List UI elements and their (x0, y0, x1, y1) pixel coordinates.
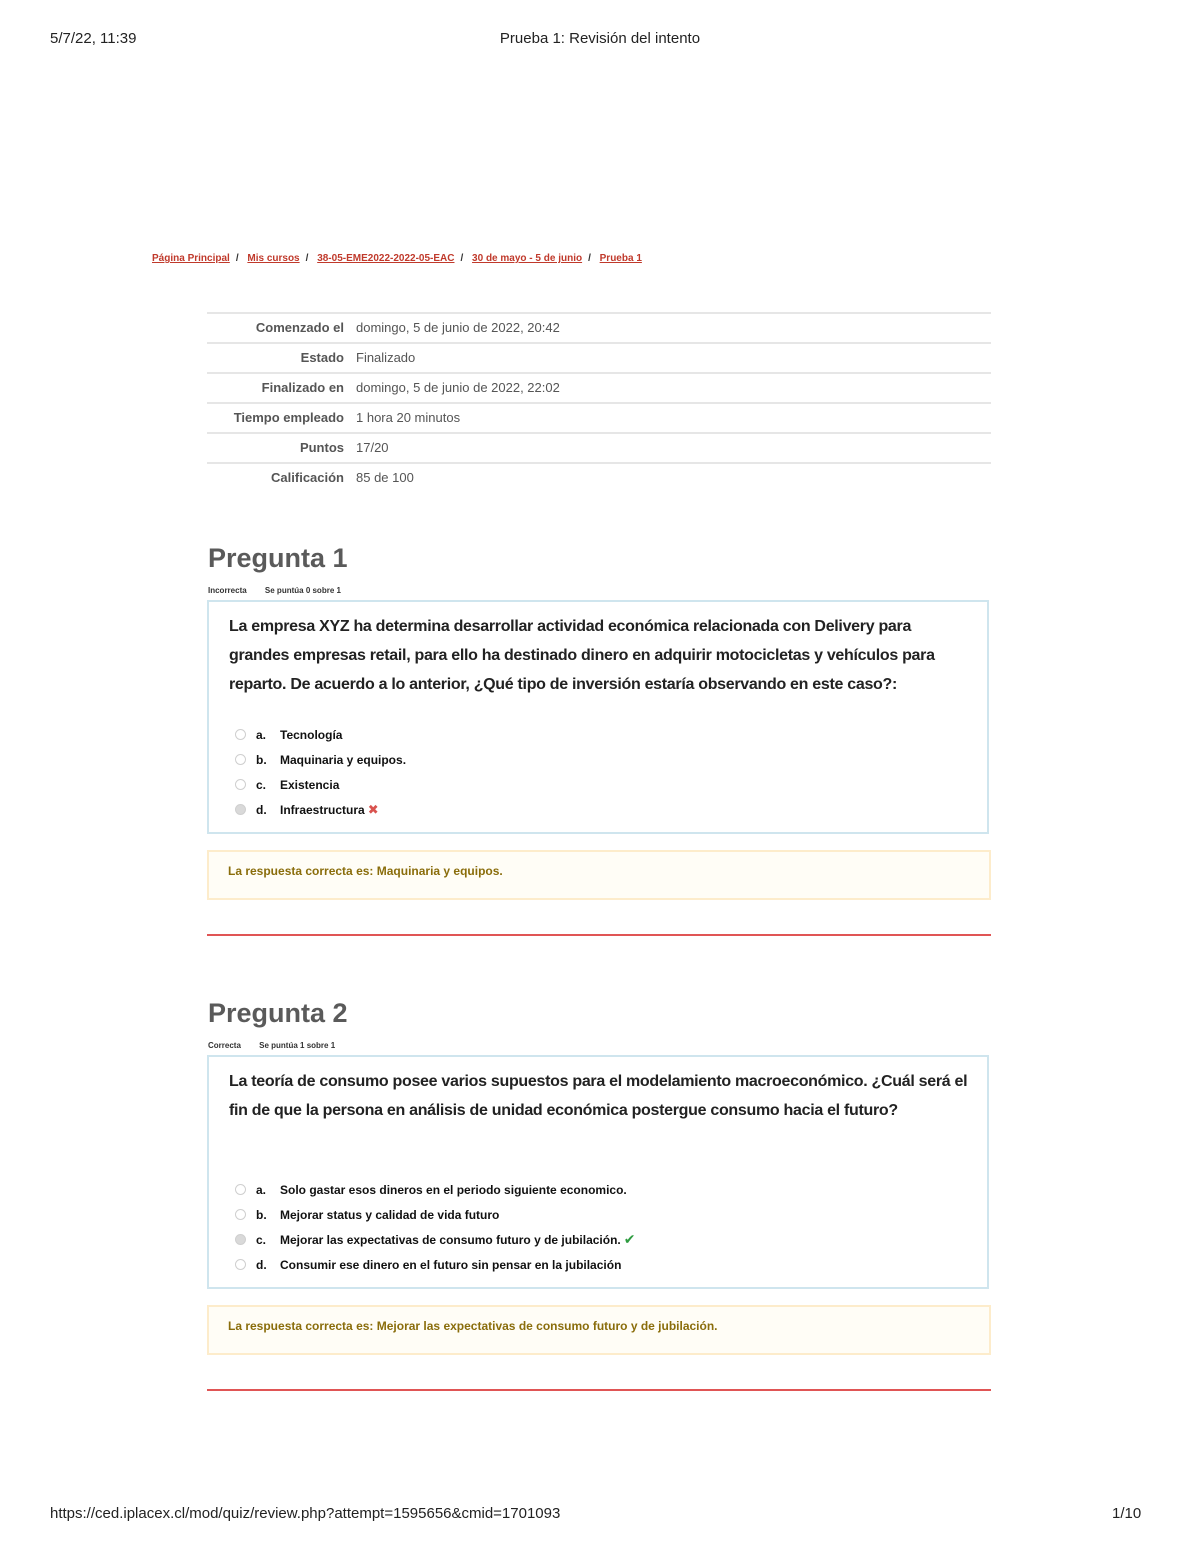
answer-option[interactable] (235, 722, 406, 747)
answer-text: Solo gastar esos dineros en el periodo siguiente economico. (280, 1182, 627, 1197)
question-2-box (207, 1055, 989, 1289)
radio-button[interactable] (235, 1184, 246, 1195)
answer-list (235, 1177, 636, 1277)
summary-value: domingo, 5 de junio de 2022, 22:02 (356, 380, 560, 395)
summary-value: 1 hora 20 minutos (356, 410, 461, 425)
question-1-info (208, 586, 357, 595)
breadcrumb-week[interactable]: 30 de mayo - 5 de junio (472, 253, 583, 264)
question-divider (207, 1389, 991, 1391)
breadcrumb-course[interactable]: 38-05-EME2022-2022-05-EAC (317, 253, 455, 264)
answer-option[interactable] (235, 772, 406, 797)
question-status: Incorrecta (208, 586, 247, 595)
radio-button[interactable] (235, 1259, 246, 1270)
answer-text: Infraestructura (280, 802, 365, 817)
radio-button[interactable] (235, 1209, 246, 1220)
answer-text: Existencia (280, 777, 340, 792)
answer-letter: a. (256, 727, 267, 742)
answer-text: Tecnología (280, 727, 343, 742)
summary-label: Puntos (299, 440, 344, 455)
answer-option[interactable] (235, 1177, 636, 1202)
question-1-box (207, 600, 989, 834)
summary-row-finished (207, 373, 991, 403)
answer-option-selected[interactable] (235, 797, 406, 822)
summary-value: Finalizado (356, 350, 416, 365)
question-1-title: Pregunta 1 (208, 543, 348, 573)
question-2-title: Pregunta 2 (208, 998, 348, 1028)
incorrect-x-icon: ✖ (367, 801, 379, 817)
breadcrumb-home[interactable]: Página Principal (152, 253, 230, 264)
print-page-number: 1/10 (1112, 1505, 1142, 1522)
radio-button[interactable] (235, 754, 246, 765)
breadcrumb-quiz[interactable]: Prueba 1 (599, 253, 642, 264)
question-1-feedback: La respuesta correcta es: Maquinaria y equipos. (207, 850, 991, 900)
summary-label: Tiempo empleado (233, 410, 344, 425)
radio-button[interactable] (235, 729, 246, 740)
question-status: Correcta (208, 1041, 241, 1050)
answer-option[interactable] (235, 747, 406, 772)
summary-value: 17/20 (356, 440, 389, 455)
summary-row-points (207, 433, 991, 463)
question-2-feedback: La respuesta correcta es: Mejorar las expectativas de consumo futuro y de jubilación. (207, 1305, 991, 1355)
breadcrumb-my-courses[interactable]: Mis cursos (247, 253, 300, 264)
question-text: La teoría de consumo posee varios supuestos para el modelamiento macroeconómico. ¿Cuál será el fin de que la persona en análisis de unidad económica postergue consumo hacia el futuro? (229, 1073, 968, 1119)
print-url: https://ced.iplacex.cl/mod/quiz/review.php?attempt=1595656&cmid=1701093 (50, 1505, 561, 1522)
radio-button-selected[interactable] (235, 1234, 246, 1245)
answer-letter: d. (256, 802, 267, 817)
correct-check-icon: ✔ (623, 1231, 636, 1247)
answer-letter: c. (256, 777, 267, 792)
summary-label: Estado (300, 350, 344, 365)
summary-row-started (207, 313, 991, 343)
summary-row-time (207, 403, 991, 433)
question-score: Se puntúa 1 sobre 1 (259, 1041, 336, 1050)
breadcrumb: Página Principal / Mis cursos / 38-05-EME2022-2022-05-EAC / 30 de mayo - 5 de junio / Prueba 1 (152, 253, 642, 264)
answer-text: Consumir ese dinero en el futuro sin pensar en la jubilación (280, 1257, 622, 1272)
answer-text: Mejorar status y calidad de vida futuro (280, 1207, 500, 1222)
question-text: La empresa XYZ ha determina desarrollar actividad económica relacionada con Delivery para grandes empresas retail, para ello ha destinado dinero en adquirir motocicletas y vehículos para reparto. De acuerdo a lo anterior, ¿Qué tipo de inversión estaría observando en este caso?: (229, 618, 935, 693)
answer-letter: b. (256, 1207, 267, 1222)
summary-value: domingo, 5 de junio de 2022, 20:42 (356, 320, 560, 335)
answer-letter: b. (256, 752, 267, 767)
summary-label: Comenzado el (255, 320, 344, 335)
radio-button-selected[interactable] (235, 804, 246, 815)
radio-button[interactable] (235, 779, 246, 790)
summary-row-grade (207, 463, 991, 492)
answer-text: Mejorar las expectativas de consumo futuro y de jubilación. (280, 1232, 621, 1247)
answer-letter: d. (256, 1257, 267, 1272)
answer-option-selected[interactable] (235, 1227, 636, 1252)
answer-letter: a. (256, 1182, 267, 1197)
print-title: Prueba 1: Revisión del intento (499, 30, 701, 47)
summary-label: Calificación (271, 470, 344, 485)
answer-option[interactable] (235, 1202, 636, 1227)
summary-label: Finalizado en (261, 380, 344, 395)
question-score: Se puntúa 0 sobre 1 (264, 586, 341, 595)
answer-option[interactable] (235, 1252, 636, 1277)
answer-letter: c. (256, 1232, 267, 1247)
question-2-info (208, 1041, 351, 1050)
question-divider (207, 934, 991, 936)
print-header (0, 30, 1200, 50)
attempt-summary-table (207, 312, 991, 492)
summary-value: 85 de 100 (356, 470, 414, 485)
print-date: 5/7/22, 11:39 (50, 30, 137, 47)
answer-list (235, 722, 406, 822)
answer-text: Maquinaria y equipos. (280, 752, 407, 767)
summary-row-state (207, 343, 991, 373)
